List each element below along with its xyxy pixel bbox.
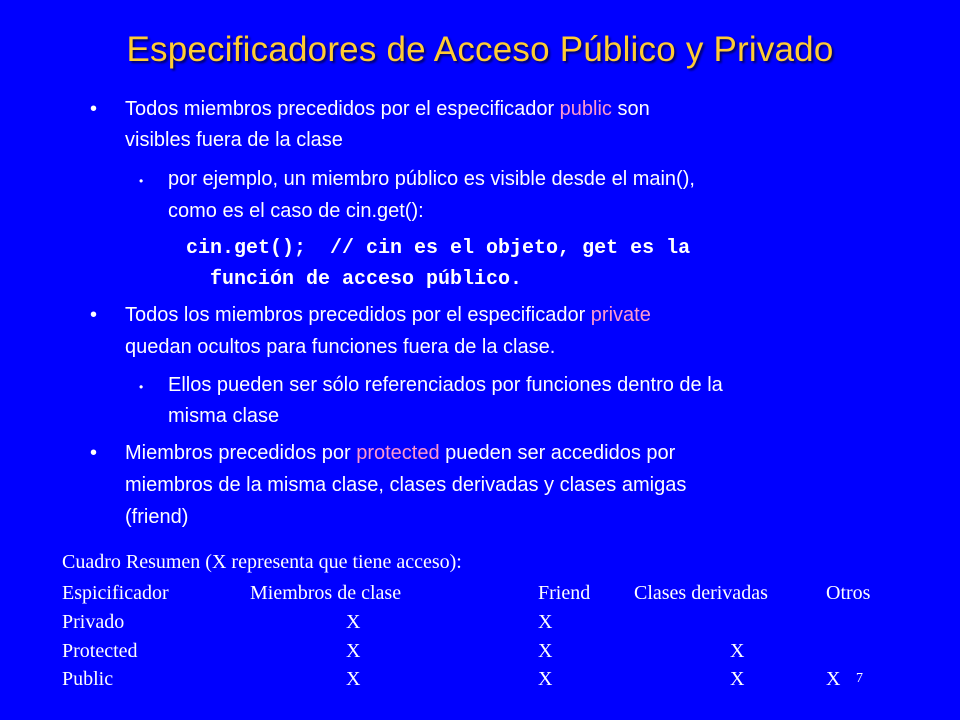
keyword-private: private xyxy=(590,304,651,326)
slide-title: Especificadores de Acceso Público y Privado xyxy=(126,30,834,69)
header-otros: Otros xyxy=(826,582,871,604)
sub-bullet-1-line-1: por ejemplo, un miembro público es visible desde el main(), xyxy=(168,168,695,190)
row-protected-derivadas: X xyxy=(730,640,745,662)
header-friend: Friend xyxy=(538,582,591,604)
header-miembros-de-clase: Miembros de clase xyxy=(250,582,402,604)
row-public-miembros: X xyxy=(346,668,361,690)
sub-bullet-1-line-2: como es el caso de cin.get(): xyxy=(168,200,424,222)
bullet-3-line-1: Miembros precedidos por protected pueden ser accedidos por xyxy=(125,442,676,464)
row-privado-miembros: X xyxy=(346,611,361,633)
row-public-derivadas: X xyxy=(730,668,745,690)
sub-bullet-dot: • xyxy=(139,380,144,394)
header-clases-derivadas: Clases derivadas xyxy=(634,582,768,604)
bullet-2-line-2: quedan ocultos para funciones fuera de la clase. xyxy=(125,336,556,358)
sub-bullet-dot: • xyxy=(139,174,144,188)
bullet-3-line-3: (friend) xyxy=(125,506,189,528)
bullet-3-line-2: miembros de la misma clase, clases derivadas y clases amigas xyxy=(125,474,687,496)
summary-caption: Cuadro Resumen (X representa que tiene acceso): xyxy=(62,551,462,573)
code-line-1: cin.get(); // cin es el objeto, get es la xyxy=(186,237,691,260)
keyword-public: public xyxy=(559,98,612,120)
row-protected-friend: X xyxy=(538,640,553,662)
row-public-label: Public xyxy=(62,668,114,690)
keyword-protected: protected xyxy=(356,442,440,464)
row-protected-miembros: X xyxy=(346,640,361,662)
bullet-dot: • xyxy=(90,304,98,326)
code-line-2: función de acceso público. xyxy=(210,268,523,291)
row-privado-friend: X xyxy=(538,611,553,633)
row-public-friend: X xyxy=(538,668,553,690)
sub-bullet-2-line-1: Ellos pueden ser sólo referenciados por funciones dentro de la xyxy=(168,374,723,396)
header-especificador: Espicificador xyxy=(62,582,169,604)
bullet-1-line-1: Todos miembros precedidos por el especificador public son xyxy=(125,98,650,120)
bullet-dot: • xyxy=(90,98,98,120)
bullet-dot: • xyxy=(90,442,98,464)
row-protected-label: Protected xyxy=(62,640,138,662)
sub-bullet-2-line-2: misma clase xyxy=(168,405,280,427)
bullet-1-line-2: visibles fuera de la clase xyxy=(125,129,343,151)
row-privado-label: Privado xyxy=(62,611,125,633)
page-number: 7 xyxy=(856,671,863,686)
row-public-otros: X xyxy=(826,668,841,690)
bullet-2-line-1: Todos los miembros precedidos por el especificador private xyxy=(125,304,651,326)
